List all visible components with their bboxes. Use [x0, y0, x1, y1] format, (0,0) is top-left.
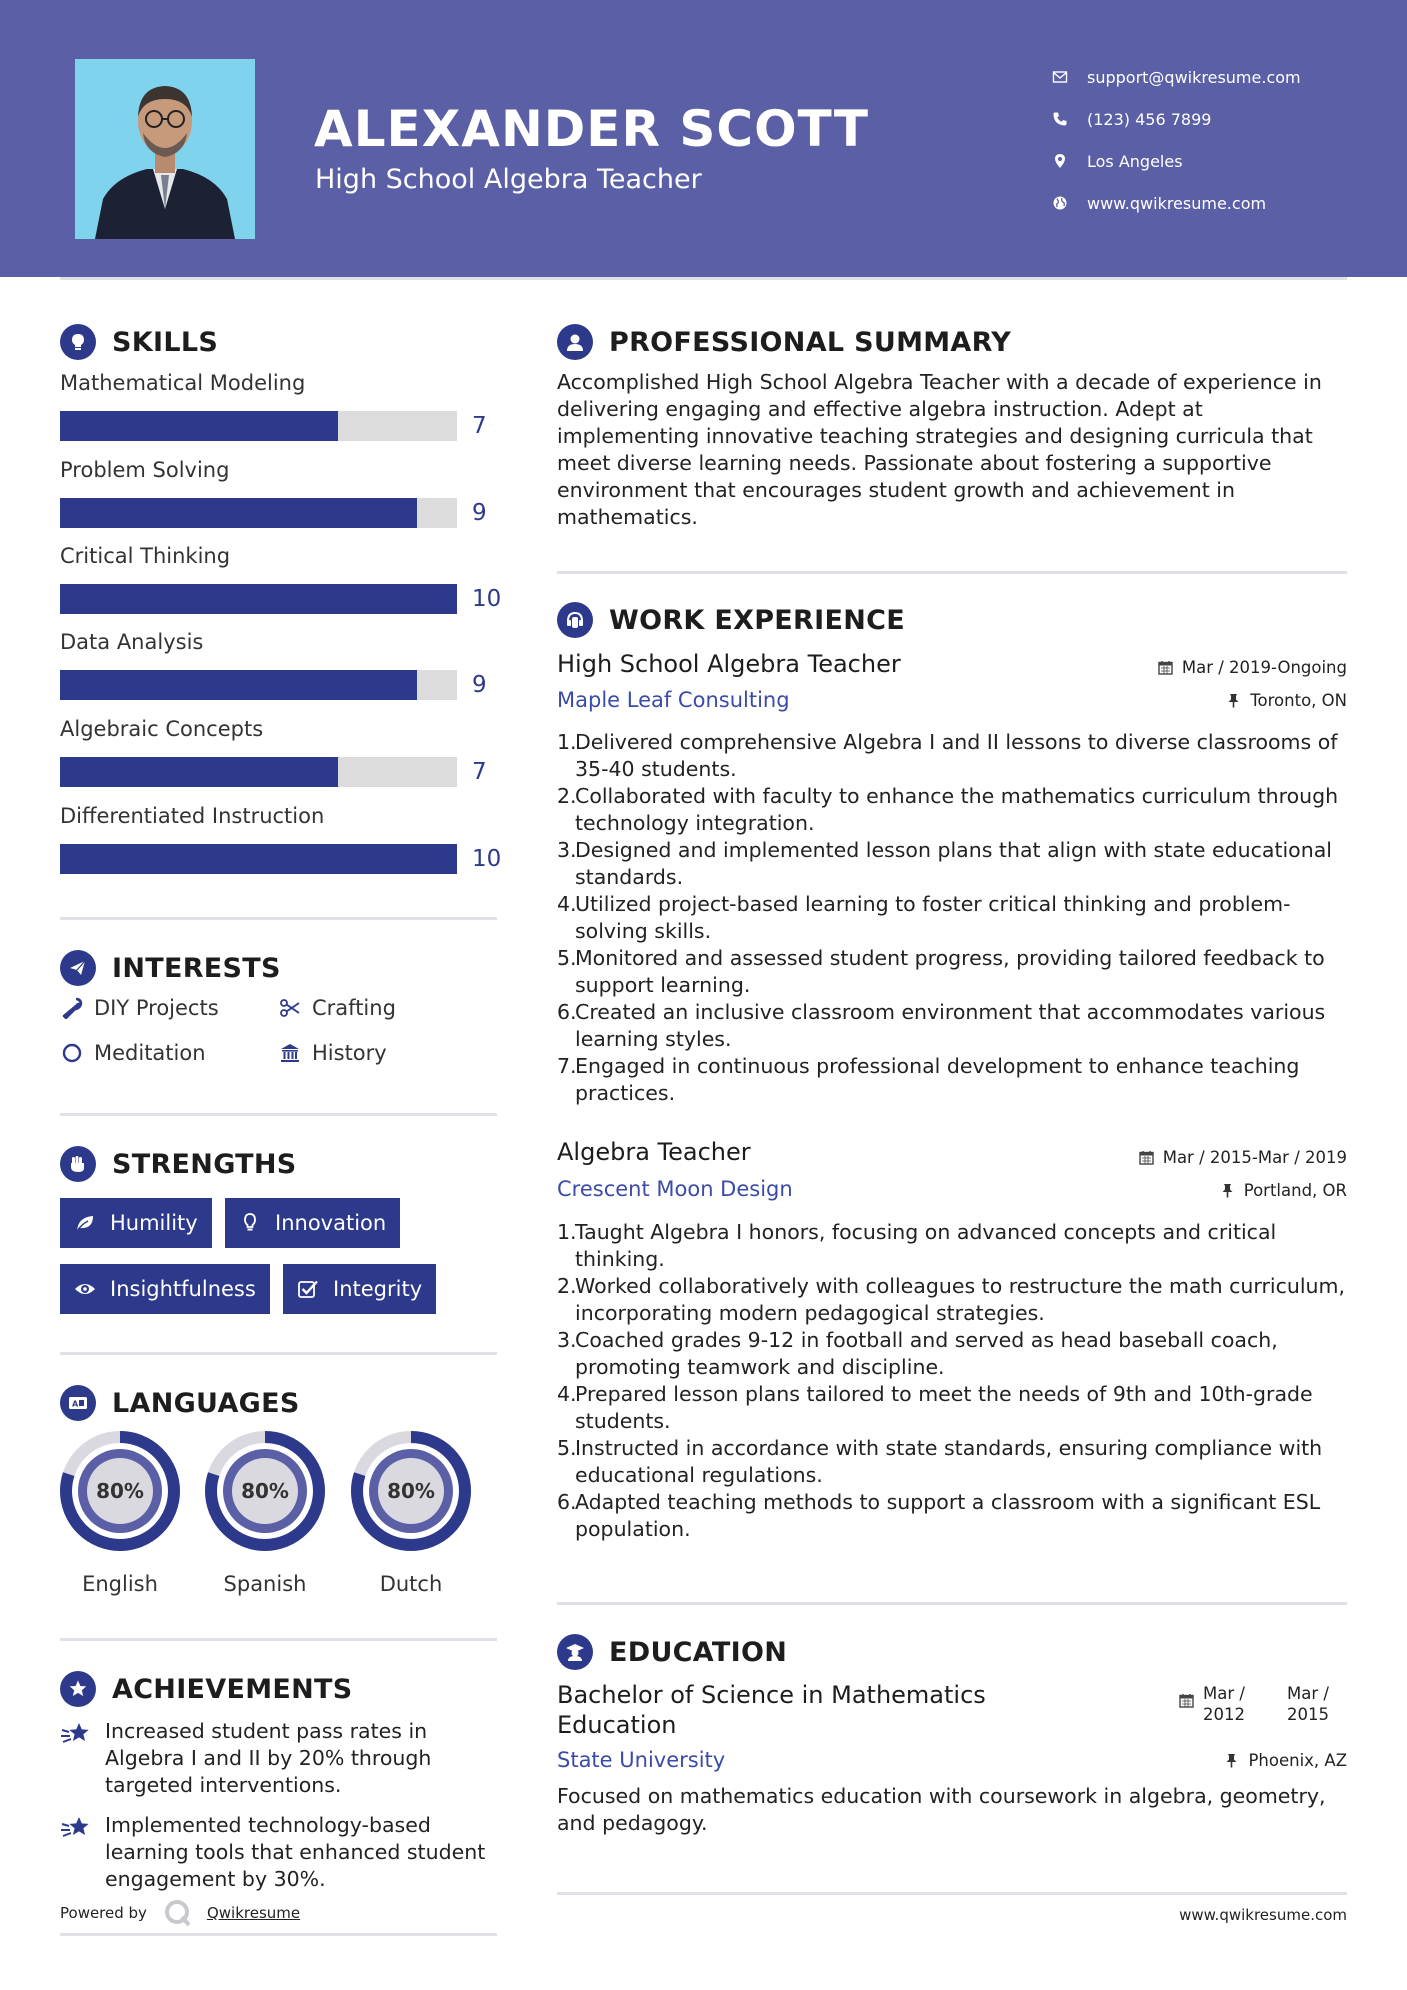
skill-bar-fill: [60, 498, 417, 528]
section-divider: [557, 1892, 1347, 1895]
language-item: [59, 1430, 181, 1596]
contact-location-text: Los Angeles: [1087, 151, 1183, 171]
skill-item: [60, 804, 502, 872]
skill-name: Algebraic Concepts: [60, 717, 264, 741]
bullet-number: 6.: [557, 1000, 577, 1024]
job-title: High School Algebra Teacher: [557, 650, 901, 678]
bullet-number: 3.: [557, 838, 577, 862]
contact-website[interactable]: [1050, 182, 1301, 224]
education-location-text: Phoenix, AZ: [1248, 1751, 1347, 1770]
bullet-item: [557, 999, 1347, 1053]
skill-name: Mathematical Modeling: [60, 371, 306, 395]
qwikresume-link[interactable]: Qwikresume: [206, 1904, 301, 1922]
interest-item: [60, 996, 219, 1020]
bullet-item: [557, 1489, 1347, 1543]
profile-photo: [75, 59, 255, 239]
bullet-item: [557, 1381, 1347, 1435]
language-percent: 80%: [387, 1479, 435, 1503]
strength-label: Innovation: [275, 1211, 387, 1235]
summary-heading: [557, 324, 1011, 360]
job-bullets: [557, 729, 1347, 1107]
interests-heading: [60, 950, 281, 986]
qwikresume-logo-icon: [163, 1898, 193, 1928]
skill-bar: [60, 670, 457, 700]
achievement-item: [60, 1812, 500, 1893]
contact-phone-text: (123) 456 7899: [1087, 109, 1212, 129]
achievement-text: Increased student pass rates in Algebra I and II by 20% through targeted interventions.: [105, 1719, 432, 1797]
education-location: [1224, 1751, 1347, 1770]
bullet-number: 7.: [557, 1054, 577, 1078]
skill-value: 10: [472, 846, 502, 872]
bullet-number: 3.: [557, 1328, 577, 1352]
bullet-item: [557, 945, 1347, 999]
skill-value: 7: [472, 759, 487, 785]
pushpin-icon: [1224, 1753, 1239, 1768]
skill-value: 10: [472, 586, 502, 612]
job-location-text: Toronto, ON: [1250, 691, 1347, 710]
bullet-item: [557, 1053, 1347, 1107]
section-divider: [60, 1352, 497, 1355]
job-bullets: [557, 1219, 1347, 1543]
language-percent: 80%: [241, 1479, 289, 1503]
bullet-number: 1.: [557, 730, 577, 754]
language-name: English: [82, 1572, 158, 1596]
bullet-text: Collaborated with faculty to enhance the mathematics curriculum through technology integration.: [575, 784, 1339, 835]
calendar-icon: [1179, 1693, 1194, 1708]
bullet-item: [557, 837, 1347, 891]
calendar-icon: [1158, 660, 1173, 675]
languages-title: LANGUAGES: [112, 1387, 300, 1419]
language-icon: [60, 1385, 96, 1421]
skill-item: [60, 371, 500, 439]
lightbulb-icon: [237, 1210, 263, 1236]
skill-bar-fill: [60, 584, 457, 614]
bullet-number: 4.: [557, 892, 577, 916]
job-title: Algebra Teacher: [557, 1138, 751, 1166]
bullet-item: [557, 729, 1347, 783]
interest-label: Meditation: [94, 1041, 206, 1065]
star-badge-icon: [60, 1671, 96, 1707]
skill-item: [60, 630, 500, 698]
strength-label: Humility: [110, 1211, 198, 1235]
bullet-text: Coached grades 9-12 in football and served as head baseball coach, promoting teamwork and discipline.: [575, 1328, 1278, 1379]
achievement-text: Implemented technology-based learning tools that enhanced student engagement by 30%.: [105, 1813, 486, 1891]
bullet-item: [557, 1219, 1347, 1273]
skill-bar: [60, 584, 457, 614]
bullet-item: [557, 783, 1347, 837]
strength-tag: [225, 1198, 400, 1248]
skill-value: 9: [472, 500, 487, 526]
skill-item: [60, 458, 500, 526]
job-date: [1139, 1148, 1347, 1167]
interest-item: [278, 996, 396, 1020]
job-date-text: Mar / 2019-Ongoing: [1181, 658, 1347, 677]
summary-text: Accomplished High School Algebra Teacher with a decade of experience in delivering engaging and effective algebra instruction. Adept at implementing innovative teaching strategies and designing curricula that meet diverse learning needs. Passionate about fostering a supportive environment that encourages student growth and achievement in mathematics.: [557, 370, 1322, 529]
education-end-date: Mar / 2015: [1287, 1684, 1329, 1724]
strengths-title: STRENGTHS: [112, 1148, 297, 1180]
summary-title: PROFESSIONAL SUMMARY: [609, 326, 1012, 358]
bullet-number: 5.: [557, 946, 577, 970]
user-icon: [557, 324, 593, 360]
bullet-text: Engaged in continuous professional development to enhance teaching practices.: [575, 1054, 1300, 1105]
candidate-name: ALEXANDER SCOTT: [314, 100, 869, 158]
degree-title: Bachelor of Science in Mathematics Education: [557, 1681, 986, 1739]
job-company: Maple Leaf Consulting: [557, 688, 790, 712]
strength-tag: [60, 1198, 212, 1248]
powered-by-label: Powered by: [60, 1904, 147, 1922]
bullet-number: 4.: [557, 1382, 577, 1406]
job-location: [1226, 691, 1347, 710]
language-name: Dutch: [379, 1572, 443, 1596]
leaf-icon: [72, 1210, 98, 1236]
bullet-item: [557, 891, 1347, 945]
envelope-icon: [1050, 67, 1070, 87]
skill-bar: [60, 498, 457, 528]
scissors-icon: [278, 996, 302, 1020]
globe-icon: [1050, 193, 1070, 213]
achievement-item: [60, 1718, 500, 1799]
skill-bar: [60, 757, 457, 787]
bullet-item: [557, 1435, 1347, 1489]
checkbox-icon: [295, 1276, 321, 1302]
shooting-star-icon: [60, 1814, 92, 1842]
job-date: [1158, 658, 1347, 677]
skill-bar: [60, 411, 457, 441]
strength-label: Integrity: [333, 1277, 423, 1301]
bullet-text: Designed and implemented lesson plans that align with state educational standards.: [575, 838, 1332, 889]
bullet-number: 5.: [557, 1436, 577, 1460]
powered-by: [60, 1898, 300, 1928]
skill-item: [60, 544, 502, 612]
education-start-date: Mar / 2012: [1203, 1684, 1245, 1724]
bullet-number: 1.: [557, 1220, 577, 1244]
school-name: State University: [557, 1748, 726, 1772]
bullet-number: 2.: [557, 784, 577, 808]
achievements-title: ACHIEVEMENTS: [112, 1673, 353, 1705]
language-percent: 80%: [96, 1479, 144, 1503]
interest-item: [278, 1041, 387, 1065]
lightbulb-icon: [60, 324, 96, 360]
bullet-text: Adapted teaching methods to support a classroom with a significant ESL population.: [575, 1490, 1321, 1541]
job-location: [1220, 1181, 1347, 1200]
education-title: EDUCATION: [609, 1636, 788, 1668]
bullet-number: 2.: [557, 1274, 577, 1298]
graduate-icon: [557, 1634, 593, 1670]
section-divider: [60, 1113, 497, 1116]
language-ring: [350, 1430, 472, 1552]
interest-label: Crafting: [312, 996, 396, 1020]
bullet-text: Taught Algebra I honors, focusing on advanced concepts and critical thinking.: [575, 1220, 1277, 1271]
interest-label: DIY Projects: [94, 996, 219, 1020]
section-divider: [557, 571, 1347, 574]
pushpin-icon: [1226, 693, 1241, 708]
paper-plane-icon: [60, 950, 96, 986]
language-ring: [59, 1430, 181, 1552]
header-divider: [60, 277, 1347, 280]
contact-website-text: www.qwikresume.com: [1087, 193, 1267, 213]
bullet-text: Prepared lesson plans tailored to meet the needs of 9th and 10th-grade students.: [575, 1382, 1313, 1433]
education-description: Focused on mathematics education with coursework in algebra, geometry, and pedagogy.: [557, 1784, 1326, 1835]
education-heading: [557, 1634, 787, 1670]
education-dates: [1179, 1683, 1337, 1725]
contact-email[interactable]: [1050, 56, 1301, 98]
museum-icon: [278, 1041, 302, 1065]
skills-title: SKILLS: [112, 326, 219, 358]
interests-title: INTERESTS: [112, 952, 281, 984]
contact-list: [1050, 56, 1301, 224]
headset-icon: [557, 602, 593, 638]
experience-title: WORK EXPERIENCE: [609, 604, 905, 636]
skill-name: Problem Solving: [60, 458, 230, 482]
language-item: [204, 1430, 326, 1596]
interest-item: [60, 1041, 206, 1065]
language-item: [350, 1430, 472, 1596]
strength-tag: [60, 1264, 270, 1314]
bullet-text: Worked collaboratively with colleagues to restructure the math curriculum, incorporating modern pedagogical strategies.: [575, 1274, 1346, 1325]
skill-value: 7: [472, 413, 487, 439]
language-name: Spanish: [223, 1572, 307, 1596]
skill-item: [60, 717, 500, 785]
skill-name: Critical Thinking: [60, 544, 231, 568]
svg-text:A: A: [72, 1399, 79, 1409]
phone-icon: [1050, 109, 1070, 129]
contact-phone[interactable]: [1050, 98, 1301, 140]
skill-bar: [60, 844, 457, 874]
bullet-text: Delivered comprehensive Algebra I and II lessons to diverse classrooms of 35-40 students.: [575, 730, 1338, 781]
section-divider: [60, 1638, 497, 1641]
achievements-heading: [60, 1671, 353, 1707]
candidate-title: High School Algebra Teacher: [315, 164, 702, 195]
wrench-icon: [60, 996, 84, 1020]
skill-name: Differentiated Instruction: [60, 804, 325, 828]
strength-tag: [283, 1264, 436, 1314]
section-divider: [60, 1933, 497, 1936]
skill-bar-fill: [60, 757, 338, 787]
skill-value: 9: [472, 672, 487, 698]
skill-bar-fill: [60, 844, 457, 874]
languages-heading: [60, 1385, 300, 1421]
eye-icon: [72, 1276, 98, 1302]
bullet-item: [557, 1273, 1347, 1327]
job-location-text: Portland, OR: [1243, 1181, 1347, 1200]
bullet-text: Monitored and assessed student progress, providing tailored feedback to support learning.: [575, 946, 1325, 997]
job-date-text: Mar / 2015-Mar / 2019: [1162, 1148, 1347, 1167]
section-divider: [557, 1602, 1347, 1605]
pushpin-icon: [1220, 1183, 1235, 1198]
bullet-text: Created an inclusive classroom environment that accommodates various learning styles.: [575, 1000, 1326, 1051]
skill-name: Data Analysis: [60, 630, 204, 654]
bullet-number: 6.: [557, 1490, 577, 1514]
job-company: Crescent Moon Design: [557, 1177, 793, 1201]
skill-bar-fill: [60, 411, 338, 441]
strength-label: Insightfulness: [110, 1277, 256, 1301]
interest-label: History: [312, 1041, 387, 1065]
skills-heading: [60, 324, 218, 360]
bullet-text: Utilized project-based learning to foster critical thinking and problem-solving skills.: [575, 892, 1291, 943]
footer-url[interactable]: www.qwikresume.com: [1179, 1906, 1347, 1924]
section-divider: [60, 917, 497, 920]
calendar-icon: [1139, 1150, 1154, 1165]
experience-heading: [557, 602, 905, 638]
shooting-star-icon: [60, 1720, 92, 1748]
contact-email-text: support@qwikresume.com: [1087, 67, 1301, 87]
contact-location: [1050, 140, 1301, 182]
language-ring: [204, 1430, 326, 1552]
circle-icon: [60, 1041, 84, 1065]
raised-fist-icon: [60, 1146, 96, 1182]
strengths-heading: [60, 1146, 297, 1182]
skill-bar-fill: [60, 670, 417, 700]
map-pin-icon: [1050, 151, 1070, 171]
resume-header: [0, 0, 1407, 277]
bullet-item: [557, 1327, 1347, 1381]
bullet-text: Instructed in accordance with state standards, ensuring compliance with educational regulations.: [575, 1436, 1323, 1487]
